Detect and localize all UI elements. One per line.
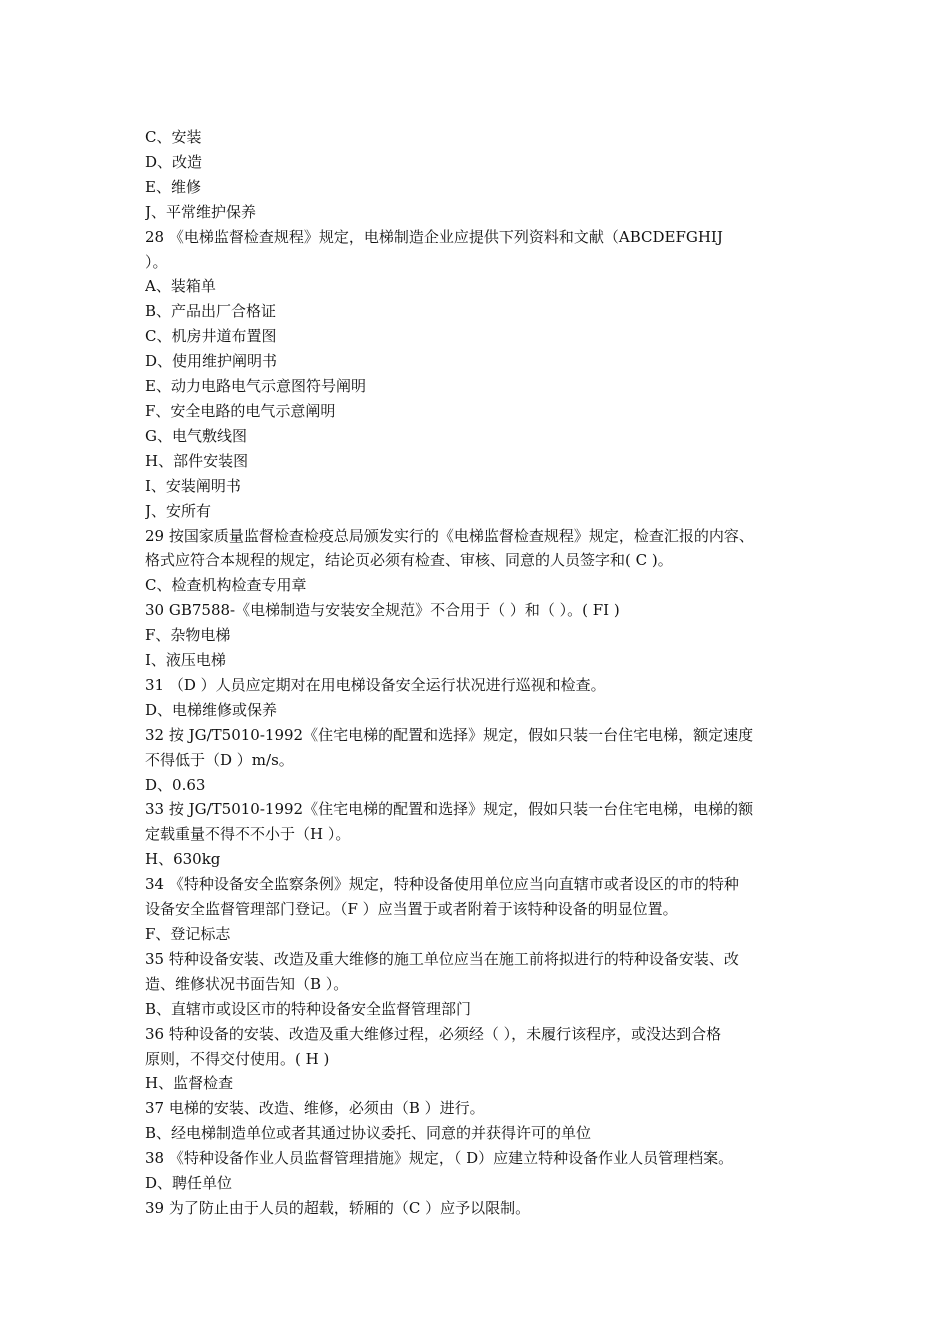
question-line: 37 电梯的安装、改造、维修，必须由（B ）进行。 <box>145 1099 485 1118</box>
text-line: 造、维修状况书面告知（B ）。 <box>145 974 349 993</box>
question-line: 31 （D ）人员应定期对在用电梯设备安全运行状况进行巡视和检查。 <box>145 675 606 694</box>
answer-line: D、电梯维修或保养 <box>145 700 278 719</box>
question-line: 29 按国家质量监督检查检疫总局颁发实行的《电梯监督检查规程》规定，检查汇报的内容、 <box>145 526 754 545</box>
text-line: G、电气敷线图 <box>145 426 247 445</box>
text-line: J、安所有 <box>145 501 212 520</box>
text-line: E、动力电路电气示意图符号阐明 <box>145 377 366 396</box>
text-line: H、部件安装图 <box>145 451 249 470</box>
text-line: A、装箱单 <box>145 277 216 296</box>
text-line: D、使用维护阐明书 <box>145 352 278 371</box>
text-line: B、产品出厂合格证 <box>145 302 277 321</box>
text-line: 格式应符合本规程的规定，结论页必须有检查、审核、同意的人员签字和( C )。 <box>145 551 673 570</box>
question-line: 33 按 JG/T5010-1992《住宅电梯的配置和选择》规定，假如只装一台住宅电梯，电梯的额 <box>145 800 754 819</box>
question-line: 38 《特种设备作业人员监督管理措施》规定，（ D）应建立特种设备作业人员管理档案。 <box>145 1149 734 1168</box>
answer-line: D、聘任单位 <box>145 1174 233 1193</box>
text-line: J、平常维护保养 <box>145 202 257 221</box>
question-line: 36 特种设备的安装、改造及重大维修过程，必须经（ ），未履行该程序，或没达到合格 <box>145 1024 722 1043</box>
text-line: 原则，不得交付使用。( H ) <box>145 1049 330 1068</box>
text-line: D、改造 <box>145 152 203 171</box>
question-line: 35 特种设备安装、改造及重大维修的施工单位应当在施工前将拟进行的特种设备安装、改 <box>145 949 739 968</box>
answer-line: B、经电梯制造单位或者其通过协议委托、同意的并获得许可的单位 <box>145 1124 592 1143</box>
question-line: 30 GB7588-《电梯制造与安装安全规范》不合用于（ ）和（ ）。( FI ) <box>145 601 620 620</box>
text-line: F、安全电路的电气示意阐明 <box>145 401 336 420</box>
answer-line: F、登记标志 <box>145 925 231 943</box>
answer-line: H、监督检查 <box>145 1074 234 1093</box>
text-line: C、安装 <box>145 128 202 146</box>
answer-line: F、杂物电梯 <box>145 626 231 645</box>
question-line: 32 按 JG/T5010-1992《住宅电梯的配置和选择》规定，假如只装一台住宅电梯，额定速度 <box>145 725 754 744</box>
text-line: C、机房井道布置图 <box>145 327 277 346</box>
document-body <box>145 125 825 1221</box>
text-line: E、维修 <box>145 177 201 196</box>
question-line: 39 为了防止由于人员的超载，轿厢的（C ）应予以限制。 <box>145 1198 531 1217</box>
answer-line: I、液压电梯 <box>145 651 226 670</box>
text-line: I、安装阐明书 <box>145 476 241 495</box>
text-line: 定载重量不得不不小于（H ）。 <box>145 825 351 844</box>
question-line: 34 《特种设备安全监察条例》规定，特种设备使用单位应当向直辖市或者设区的市的特种 <box>145 875 739 894</box>
answer-line: D、0.63 <box>145 775 206 794</box>
text-line: 设备安全监督管理部门登记。（F ）应当置于或者附着于该特种设备的明显位置。 <box>145 900 678 919</box>
answer-line: C、检查机构检查专用章 <box>145 576 307 595</box>
text-line: ）。 <box>145 252 168 271</box>
text-line: 不得低于（D ）m/s。 <box>145 750 294 769</box>
answer-line: B、直辖市或设区市的特种设备安全监督管理部门 <box>145 999 472 1018</box>
answer-line: H、630kg <box>145 850 221 869</box>
question-line: 28 《电梯监督检查规程》规定，电梯制造企业应提供下列资料和文献（ABCDEFGHIJ <box>145 227 723 246</box>
